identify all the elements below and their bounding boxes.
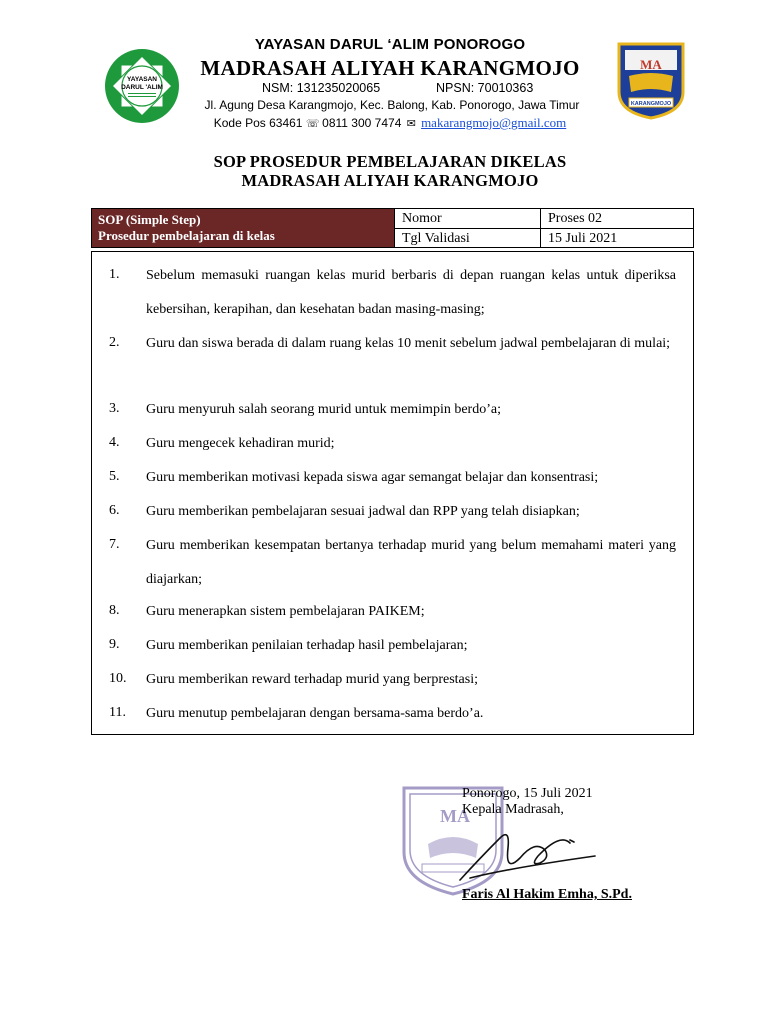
nsm-number: NSM: 131235020065 [262, 81, 381, 95]
phone-number: 0811 300 7474 [322, 116, 402, 130]
yayasan-logo-text-2: DARUL 'ALIM [121, 84, 163, 91]
step-number: 10. [109, 671, 127, 686]
yayasan-logo [104, 48, 180, 124]
school-address: Jl. Agung Desa Karangmojo, Kec. Balong, Kab. Ponorogo, Jawa Timur [204, 98, 580, 112]
place-date: Ponorogo, 15 Juli 2021 [462, 786, 593, 801]
step-number: 5. [109, 469, 120, 484]
step-text: Guru memberikan penilaian terhadap hasil pembelajaran; [146, 638, 468, 653]
sop-header-table [91, 208, 694, 248]
yayasan-logo-text-1: YAYASAN [127, 76, 157, 83]
document-subtitle: MADRASAH ALIYAH KARANGMOJO [241, 171, 539, 190]
step-number: 2. [109, 335, 120, 350]
postal-code: Kode Pos 63461 [213, 116, 303, 130]
envelope-icon: ✉ [406, 118, 416, 130]
signer-name: Faris Al Hakim Emha, S.Pd. [462, 887, 632, 902]
step-number: 6. [109, 503, 120, 518]
step-number: 9. [109, 637, 120, 652]
validasi-label: Tgl Validasi [402, 231, 470, 246]
step-number: 3. [109, 401, 120, 416]
step-text: Guru memberikan motivasi kepada siswa agar semangat belajar dan konsentrasi; [146, 470, 599, 485]
phone-icon: ☏ [305, 118, 320, 130]
step-number: 4. [109, 435, 120, 450]
email-link[interactable]: makarangmojo@gmail.com [421, 115, 567, 130]
madrasah-logo [615, 40, 687, 120]
signer-role: Kepala Madrasah, [462, 802, 564, 817]
foundation-name: YAYASAN DARUL ‘ALIM PONOROGO [254, 36, 526, 53]
step-number: 11. [109, 705, 126, 720]
validasi-value: 15 Juli 2021 [548, 231, 618, 246]
sop-type: SOP (Simple Step) [98, 212, 201, 227]
step-text: Guru menutup pembelajaran dengan bersama-sama berdo’a. [146, 706, 484, 721]
handwritten-signature [450, 818, 600, 893]
step-number: 1. [109, 267, 120, 282]
nomor-label: Nomor [402, 211, 442, 226]
step-text: Guru menerapkan sistem pembelajaran PAIKEM; [146, 604, 425, 619]
step-text: Guru menyuruh salah seorang murid untuk memimpin berdo’a; [146, 402, 501, 417]
sop-title-cell [92, 209, 394, 247]
step-text: Guru memberikan pembelajaran sesuai jadwal dan RPP yang telah disiapkan; [146, 504, 580, 519]
madrasah-logo-banner: KARANGMOJO [630, 101, 672, 107]
step-number: 7. [109, 537, 120, 552]
step-text: Guru memberikan kesempatan bertanya terhadap murid yang belum memahami materi yang diajarkan; [146, 538, 676, 587]
school-contact [190, 115, 590, 131]
steps-list [91, 251, 694, 735]
step-text: Sebelum memasuki ruangan kelas murid berbaris di depan ruangan kelas untuk diperiksa kebersihan, kerapihan, dan kesehatan badan masing-masing; [146, 268, 676, 317]
madrasah-logo-text: MA [640, 57, 662, 72]
step-text: Guru mengecek kehadiran murid; [146, 436, 335, 451]
nomor-value: Proses 02 [548, 211, 603, 226]
step-number: 8. [109, 603, 120, 618]
document-title: SOP PROSEDUR PEMBELAJARAN DIKELAS [213, 152, 567, 171]
step-text: Guru memberikan reward terhadap murid yang berprestasi; [146, 672, 478, 687]
sop-name: Prosedur pembelajaran di kelas [98, 228, 275, 243]
step-text: Guru dan siswa berada di dalam ruang kelas 10 menit sebelum jadwal pembelajaran di mulai; [146, 336, 671, 351]
school-name: MADRASAH ALIYAH KARANGMOJO [200, 56, 580, 80]
stamp-text: MA [440, 806, 470, 826]
npsn-number: NPSN: 70010363 [436, 81, 534, 95]
